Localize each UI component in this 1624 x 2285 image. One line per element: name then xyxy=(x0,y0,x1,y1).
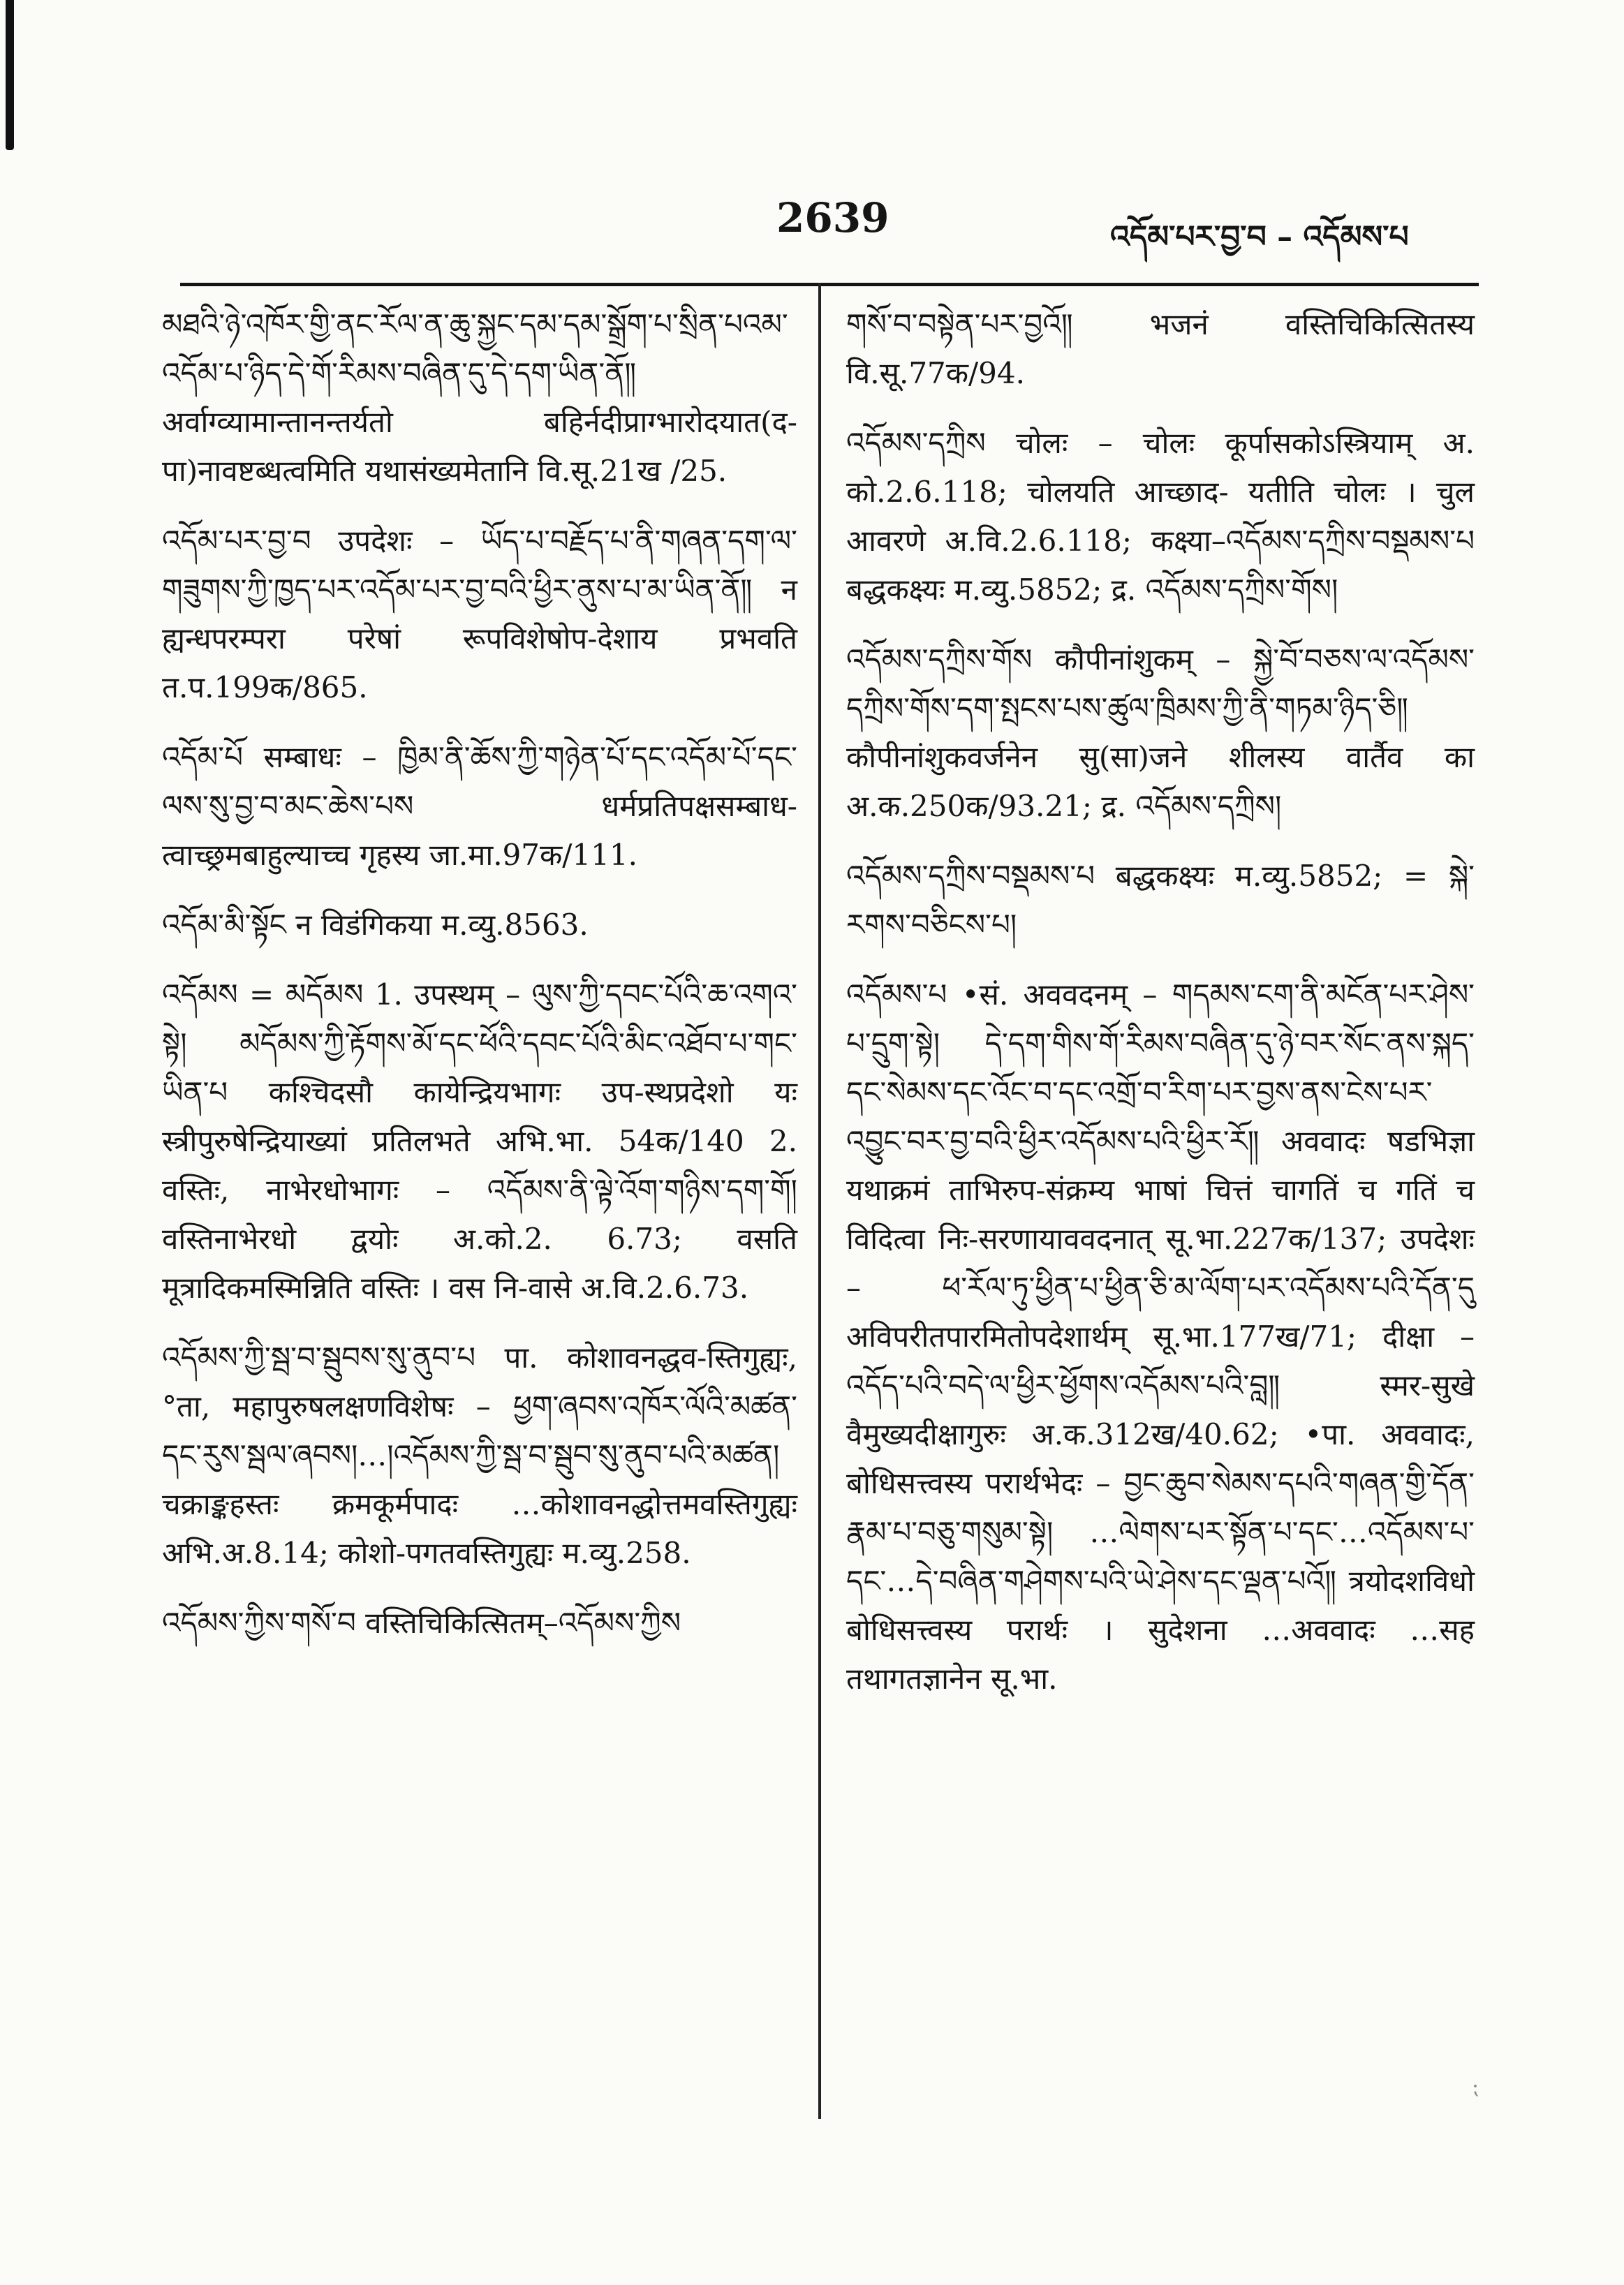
dictionary-entry: མཐའི་ཉེ་འཁོར་གྱི་ནང་རོལ་ན་ཆུ་སྐྱང་དམ་དམ་སྒྲོག་པ་སྲིན་པའམ་འདོམ་པ་ཉིད་དེ་གོ་རིམས་བཞིན་དུ་དེ་དག་ཡིན་ནོ༎ अर्वाग्व्यामान्तानन्तर्यतो बहिर्नदीप्राग्भारोदयात(द-पा)नावष्टब्धत्वमिति यथासंख्यमेतानि वि.सू.21ख /25. xyxy=(162,307,797,488)
dictionary-entry: འདོམས་ཀྱིས་གསོ་བ वस्तिचिकित्सितम्–འདོམས་ཀྱིས xyxy=(162,1606,681,1640)
dictionary-entry: འདོམས = མདོམས 1. उपस्थम् – ལུས་ཀྱི་དབང་པོའི་ཆ་འགའ་སྟེ། མདོམས་ཀྱི་རྟོགས་མོ་དང་ཕོའི་དབང་པོའི་མིང་འཐོབ་པ་གང་ཡིན་པ कश्चिदसौ कायेन्द्रियभागः उप-स्थप्रदेशो यः स्त्रीपुरुषेन्द्रियाख्यां प्रतिलभते अभि.भा. 54क/140 2. वस्तिः, नाभेरधोभागः – འདོམས་ནི་ལྟེ་འོག་གཉིས་དག་གོ། वस्तिनाभेरधो द्वयोः अ.को.2. 6.73; वसति मूत्रादिकमस्मिन्निति वस्तिः । वस नि-वासे अ.वि.2.6.73. xyxy=(162,977,797,1305)
dictionary-entry: གསོ་བ་བསྟེན་པར་བྱའོ༎ भजनं वस्तिचिकित्सितस्य वि.सू.77क/94. xyxy=(846,307,1475,390)
dictionary-entry: འདོམ་པར་བྱ་བ उपदेशः – ཡོད་པ་བརྗོད་པ་ནི་གཞན་དག་ལ་གཟུགས་ཀྱི་ཁྱད་པར་འདོམ་པར་བྱ་བའི་ཕྱིར་ནུས་པ་མ་ཡིན་ནོ༎ न ह्यन्धपरम्परा परेषां रूपविशेषोप-देशाय प्रभवति त.प.199क/865. xyxy=(162,524,797,704)
running-head: འདོམ་པར་བྱ་བ – འདོམས་པ xyxy=(1110,219,1409,255)
left-column xyxy=(162,300,797,1669)
page-number: 2639 xyxy=(776,194,889,242)
column-divider xyxy=(818,283,821,2119)
dictionary-entry: འདོམ་མི་སྟོང न विडंगिकया म.व्यु.8563. xyxy=(162,908,589,942)
dictionary-entry: འདོམ་པོ सम्बाधः – ཁྱིམ་ནི་ཆོས་ཀྱི་གཉེན་པོ་དང་འདོམ་པོ་དང་ལས་སུ་བྱ་བ་མང་ཆེས་པས धर्मप्रतिपक्षसम्बाध-त्वाच्छ्रमबाहुल्याच्च गृहस्य जा.मा.97क/111. xyxy=(162,740,797,872)
dictionary-entry: འདོམས་དཀྲིས चोलः – चोलः कूर्पासकोऽस्त्रियाम् अ. को.2.6.118; चोलयति आच्छाद- यतीति चोलः । चुल आवरणे अ.वि.2.6.118; कक्ष्या–འདོམས་དཀྲིས་བསྡམས་པ बद्धकक्ष्यः म.व्यु.5852; द्र. འདོམས་དཀྲིས་གོས། xyxy=(846,426,1475,607)
dictionary-entry: འདོམས་དཀྲིས་བསྡམས་པ बद्धकक्ष्यः म.व्यु.5852; = སྐེ་རགས་བཅིངས་པ། xyxy=(846,859,1475,942)
dictionary-entry: འདོམས་དཀྲིས་གོས कौपीनांशुकम् – སྐྱེ་བོ་བཅས་ལ་འདོམས་དཀྲིས་གོས་དག་སྤངས་པས་ཚུལ་ཁྲིམས་ཀྱི་ནི་གཏམ་ཉིད་ཅི༎ कौपीनांशुकवर्जनेन सु(सा)जने शीलस्य वार्तैव का अ.क.250क/93.21; द्र. འདོམས་དཀྲིས། xyxy=(846,642,1475,823)
right-column xyxy=(846,300,1475,1724)
margin-speck: ⁏ xyxy=(1472,2075,1479,2099)
dictionary-entry: འདོམས་ཀྱི་སྦ་བ་སྦུབས་སུ་ནུབ་པ पा. कोशावनद्धव-स्तिगुह्यः, °ता, महापुरुषलक्षणविशेषः – ཕྱག་ཞབས་འཁོར་ལོའི་མཚན་དང་རུས་སྦལ་ཞབས།…།འདོམས་ཀྱི་སྦ་བ་སྦུབ་སུ་ནུབ་པའི་མཚན། चक्राङ्कहस्तः क्रमकूर्मपादः …कोशावनद्धोत्तमवस्तिगुह्यः अभि.अ.8.14; कोशो-पगतवस्तिगुह्यः म.व्यु.258. xyxy=(162,1340,797,1570)
dictionary-entry: འདོམས་པ •सं. अववदनम् – གདམས་ངག་ནི་མངོན་པར་ཤེས་པ་དྲུག་སྟེ། དེ་དག་གིས་གོ་རིམས་བཞིན་དུ་ཉེ་བར་སོང་ནས་སྐད་དང་སེམས་དང་འོང་བ་དང་འགྲོ་བ་རིག་པར་བྱས་ནས་ངེས་པར་འབྱུང་བར་བྱ་བའི་ཕྱིར་འདོམས་པའི་ཕྱིར་རོ༎ अववादः षडभिज्ञा यथाक्रमं ताभिरुप-संक्रम्य भाषां चित्तं चागतिं च गतिं च विदित्वा निः-सरणायाववदनात् सू.भा.227क/137; उपदेशः – ཕ་རོལ་ཏུ་ཕྱིན་པ་ཕྱིན་ཅི་མ་ལོག་པར་འདོམས་པའི་དོན་དུ अविपरीतपारमितोपदेशार्थम् सू.भा.177ख/71; दीक्षा – འདོད་པའི་བདེ་ལ་ཕྱིར་ཕྱོགས་འདོམས་པའི་བླ༎ स्मर-सुखे वैमुख्यदीक्षागुरुः अ.क.312ख/40.62; •पा. अववादः, बोधिसत्त्वस्य परार्थभेदः – བྱང་ཆུབ་སེམས་དཔའི་གཞན་གྱི་དོན་རྣམ་པ་བཅུ་གསུམ་སྟེ། …ལེགས་པར་སྟོན་པ་དང་…འདོམས་པ་དང་…དེ་བཞིན་གཤེགས་པའི་ཡེ་ཤེས་དང་ལྡན་པའོ༎ त्रयोदशविधो बोधिसत्त्वस्य परार्थः । सुदेशना …अववादः …सह तथागतज्ञानेन सू.भा. xyxy=(846,977,1475,1696)
header-rule xyxy=(180,283,1479,286)
page-edge-mark xyxy=(6,0,14,150)
